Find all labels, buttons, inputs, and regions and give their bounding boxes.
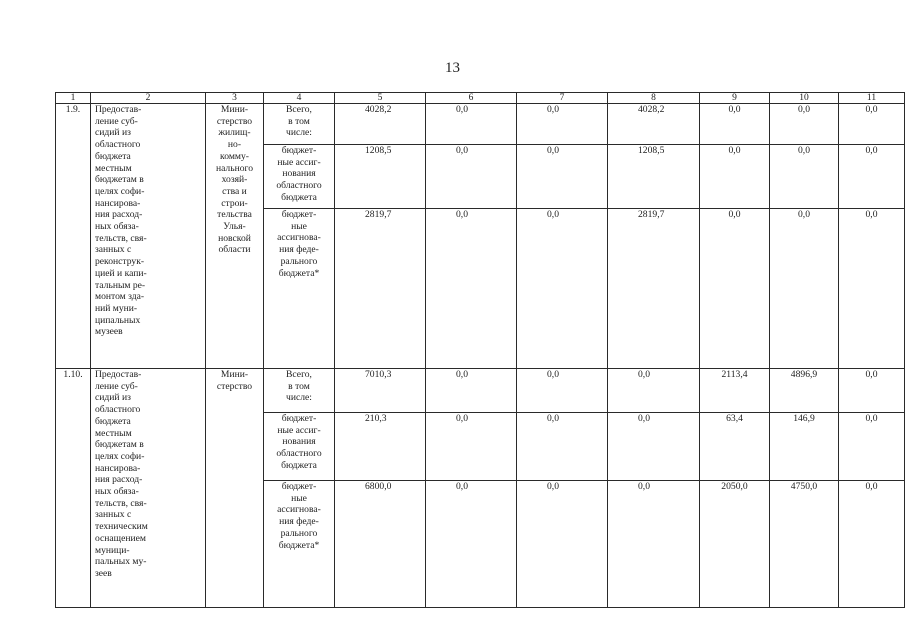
value-cell: 4028,2: [608, 104, 700, 145]
value-cell: 0,0: [517, 145, 608, 209]
value-cell: 6800,0: [335, 481, 426, 608]
value-cell: 63,4: [700, 413, 770, 481]
value-cell: 0,0: [608, 369, 700, 413]
column-header: 10: [770, 93, 839, 104]
funding-source: бюджет- ные ассиг- нования областного бюджета: [264, 145, 335, 209]
value-cell: 0,0: [608, 481, 700, 608]
row-responsible: Мини- стерство жилищ- но- комму- нального хозяй- ства и строи- тельства Улья- новской области: [206, 104, 264, 369]
column-header: 9: [700, 93, 770, 104]
funding-source: Всего, в том числе:: [264, 369, 335, 413]
value-cell: 0,0: [426, 369, 517, 413]
table-row: [56, 369, 905, 413]
value-cell: 0,0: [770, 209, 839, 369]
column-header: 8: [608, 93, 700, 104]
row-responsible: Мини- стерство: [206, 369, 264, 608]
value-cell: 2819,7: [335, 209, 426, 369]
value-cell: 0,0: [839, 104, 905, 145]
column-header: 3: [206, 93, 264, 104]
value-cell: 1208,5: [335, 145, 426, 209]
value-cell: 4750,0: [770, 481, 839, 608]
value-cell: 146,9: [770, 413, 839, 481]
column-header-row: [56, 93, 905, 104]
value-cell: 2819,7: [608, 209, 700, 369]
column-header: 7: [517, 93, 608, 104]
value-cell: 210,3: [335, 413, 426, 481]
value-cell: 0,0: [426, 481, 517, 608]
row-description: Предостав- ление суб- сидий из областного бюджета местным бюджетам в целях софи- нансирова- ния расход- ных обяза- тельств, свя- занных с реконструк- цией и капи- тальным ре- монтом зда- ний муни- ципальных музеев: [91, 104, 206, 369]
value-cell: 1208,5: [608, 145, 700, 209]
value-cell: 0,0: [839, 145, 905, 209]
row-description: Предостав- ление суб- сидий из областного бюджета местным бюджетам в целях софи- нансирова- ния расход- ных обяза- тельств, свя- занных с техническим оснащением муници- пальных му- зеев: [91, 369, 206, 608]
value-cell: 0,0: [839, 209, 905, 369]
value-cell: 0,0: [426, 413, 517, 481]
value-cell: 0,0: [770, 145, 839, 209]
value-cell: 0,0: [700, 209, 770, 369]
value-cell: 2113,4: [700, 369, 770, 413]
value-cell: 0,0: [839, 413, 905, 481]
funding-source: бюджет- ные ассигнова- ния феде- рального бюджета*: [264, 481, 335, 608]
value-cell: 0,0: [517, 209, 608, 369]
value-cell: 0,0: [426, 145, 517, 209]
value-cell: 4028,2: [335, 104, 426, 145]
column-header: 4: [264, 93, 335, 104]
column-header: 5: [335, 93, 426, 104]
value-cell: 0,0: [517, 104, 608, 145]
value-cell: 0,0: [700, 104, 770, 145]
value-cell: 2050,0: [700, 481, 770, 608]
column-header: 2: [91, 93, 206, 104]
value-cell: 0,0: [517, 413, 608, 481]
column-header: 11: [839, 93, 905, 104]
column-header: 1: [56, 93, 91, 104]
value-cell: 0,0: [517, 481, 608, 608]
value-cell: 0,0: [426, 104, 517, 145]
column-header: 6: [426, 93, 517, 104]
value-cell: 4896,9: [770, 369, 839, 413]
value-cell: 0,0: [839, 481, 905, 608]
page-number: 13: [445, 60, 460, 76]
row-number: 1.10.: [56, 369, 91, 608]
budget-table: [55, 92, 905, 608]
value-cell: 0,0: [517, 369, 608, 413]
value-cell: 0,0: [770, 104, 839, 145]
value-cell: 7010,3: [335, 369, 426, 413]
funding-source: Всего, в том числе:: [264, 104, 335, 145]
value-cell: 0,0: [839, 369, 905, 413]
funding-source: бюджет- ные ассигнова- ния феде- рального бюджета*: [264, 209, 335, 369]
funding-source: бюджет- ные ассиг- нования областного бюджета: [264, 413, 335, 481]
value-cell: 0,0: [608, 413, 700, 481]
row-number: 1.9.: [56, 104, 91, 369]
value-cell: 0,0: [700, 145, 770, 209]
value-cell: 0,0: [426, 209, 517, 369]
table-row: [56, 104, 905, 145]
